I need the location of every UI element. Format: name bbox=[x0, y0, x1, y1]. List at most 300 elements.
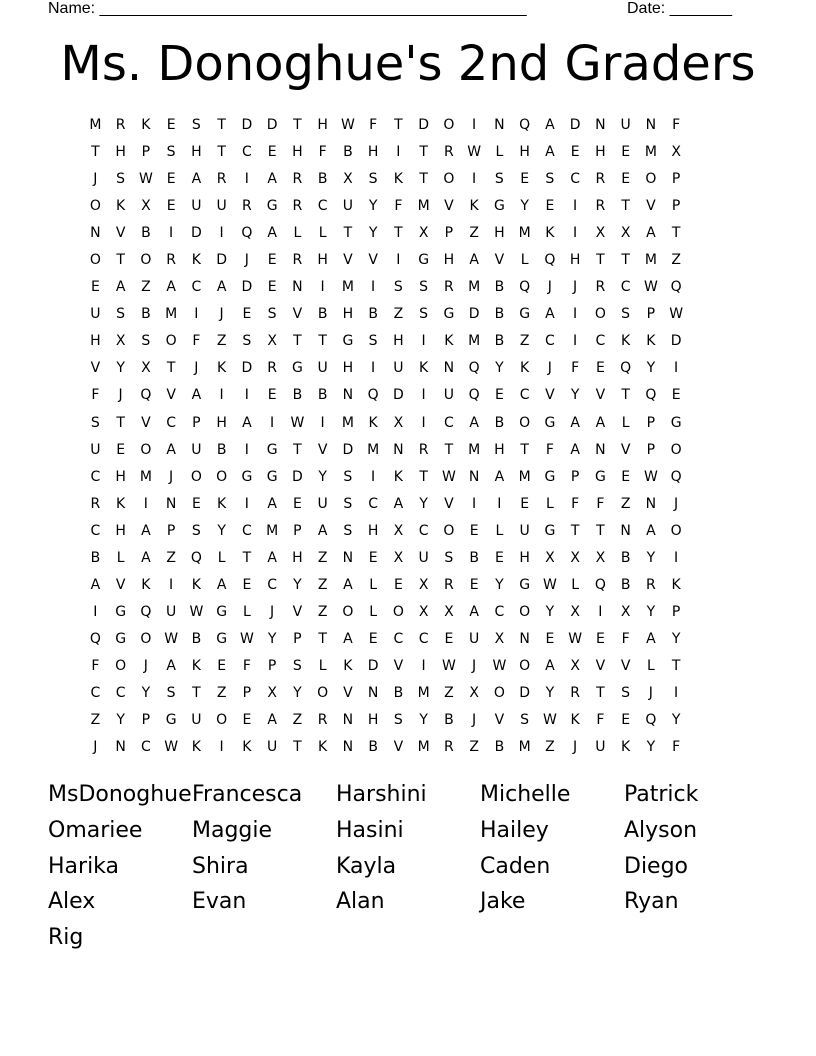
grid-letter: I bbox=[674, 360, 679, 377]
grid-letter: X bbox=[671, 144, 682, 161]
grid-letter: Y bbox=[520, 198, 530, 215]
grid-letter: E bbox=[393, 576, 404, 593]
grid-letter: L bbox=[369, 576, 378, 593]
grid-letter: S bbox=[116, 306, 126, 323]
grid-letter: R bbox=[292, 198, 303, 215]
grid-letter: X bbox=[595, 549, 606, 566]
grid-letter: M bbox=[468, 279, 481, 296]
grid-letter: E bbox=[621, 468, 631, 485]
grid-letter: D bbox=[241, 360, 253, 377]
grid-letter: F bbox=[621, 630, 631, 647]
grid-letter: E bbox=[368, 630, 379, 647]
grid-letter: D bbox=[241, 117, 253, 133]
grid-letter: D bbox=[190, 225, 203, 242]
grid-letter: A bbox=[545, 657, 556, 674]
grid-letter: E bbox=[444, 630, 454, 647]
grid-letter: Y bbox=[116, 360, 126, 377]
grid-letter: T bbox=[217, 144, 227, 161]
grid-row bbox=[83, 413, 689, 440]
grid-letter: D bbox=[418, 117, 430, 133]
grid-letter: Q bbox=[468, 387, 481, 404]
grid-letter: A bbox=[267, 495, 278, 512]
grid-letter: W bbox=[467, 144, 482, 161]
grid-letter: C bbox=[494, 603, 505, 620]
grid-letter: W bbox=[290, 414, 305, 431]
grid-letter: T bbox=[419, 171, 429, 188]
grid-letter: E bbox=[368, 549, 379, 566]
grid-letter: S bbox=[166, 144, 177, 161]
grid-letter: N bbox=[494, 117, 506, 133]
grid-letter: G bbox=[443, 306, 455, 323]
grid-letter: V bbox=[646, 198, 657, 215]
grid-letter: C bbox=[191, 279, 202, 296]
grid-letter: C bbox=[544, 333, 556, 350]
grid-letter: O bbox=[317, 684, 329, 701]
grid-row bbox=[83, 385, 689, 412]
grid-letter: U bbox=[418, 549, 430, 566]
grid-letter: X bbox=[570, 657, 581, 674]
grid-letter: M bbox=[89, 117, 102, 133]
grid-letter: V bbox=[393, 739, 404, 756]
grid-letter: K bbox=[393, 171, 404, 188]
grid-letter: Z bbox=[317, 549, 328, 566]
grid-letter: H bbox=[342, 360, 354, 377]
grid-letter: V bbox=[141, 414, 152, 431]
grid-letter: R bbox=[317, 712, 328, 729]
grid-letter: P bbox=[141, 144, 151, 161]
grid-letter: O bbox=[190, 468, 203, 485]
grid-letter: A bbox=[90, 576, 101, 593]
grid-letter: G bbox=[291, 360, 304, 377]
grid-letter: H bbox=[115, 468, 127, 485]
grid-letter: W bbox=[441, 468, 457, 485]
word-list-item: Harshini bbox=[336, 782, 427, 807]
grid-letter: Y bbox=[646, 549, 656, 566]
grid-letter: Y bbox=[545, 603, 555, 620]
grid-letter: E bbox=[292, 495, 303, 512]
grid-letter: T bbox=[570, 522, 580, 539]
grid-letter: S bbox=[90, 414, 101, 431]
grid-letter: W bbox=[542, 576, 558, 593]
grid-letter: E bbox=[191, 495, 202, 512]
grid-letter: N bbox=[165, 495, 177, 512]
grid-letter: V bbox=[292, 306, 303, 323]
grid-letter: P bbox=[444, 225, 454, 242]
grid-letter: X bbox=[620, 603, 631, 620]
grid-letter: G bbox=[418, 252, 430, 269]
grid-letter: R bbox=[418, 441, 429, 458]
grid-letter: K bbox=[217, 495, 227, 512]
grid-letter: B bbox=[494, 333, 505, 350]
grid-letter: H bbox=[90, 333, 102, 350]
grid-letter: I bbox=[421, 387, 427, 404]
grid-letter: B bbox=[393, 684, 404, 701]
grid-letter: A bbox=[191, 171, 202, 188]
grid-letter: T bbox=[293, 333, 303, 350]
grid-letter: B bbox=[368, 306, 379, 323]
grid-letter: B bbox=[620, 576, 631, 593]
grid-letter: P bbox=[570, 468, 580, 485]
grid-letter: I bbox=[573, 225, 578, 242]
grid-letter: D bbox=[392, 387, 405, 404]
grid-letter: A bbox=[267, 549, 278, 566]
grid-letter: T bbox=[596, 252, 606, 269]
grid-letter: T bbox=[116, 252, 126, 269]
grid-letter: E bbox=[116, 441, 126, 458]
grid-letter: S bbox=[141, 333, 151, 350]
grid-letter: E bbox=[671, 387, 682, 404]
grid-letter: T bbox=[621, 198, 631, 215]
grid-letter: D bbox=[216, 252, 228, 269]
word-list-item: Alyson bbox=[624, 817, 698, 843]
grid-letter: I bbox=[573, 306, 578, 323]
grid-letter: O bbox=[443, 522, 455, 539]
grid-letter: Z bbox=[393, 306, 404, 323]
grid-letter: K bbox=[191, 739, 202, 756]
grid-letter: I bbox=[219, 387, 225, 404]
grid-letter: R bbox=[646, 576, 657, 593]
grid-letter: A bbox=[317, 522, 328, 539]
grid-letter: C bbox=[90, 684, 101, 701]
grid-letter: S bbox=[621, 306, 631, 323]
grid-letter: B bbox=[317, 171, 328, 188]
grid-letter: M bbox=[518, 739, 532, 756]
grid-letter: Y bbox=[646, 739, 656, 756]
grid-letter: X bbox=[141, 360, 152, 377]
grid-letter: Y bbox=[545, 684, 555, 701]
grid-letter: I bbox=[598, 603, 603, 620]
grid-letter: N bbox=[620, 522, 632, 539]
grid-letter: O bbox=[443, 117, 455, 133]
grid-letter: D bbox=[670, 333, 683, 350]
grid-letter: E bbox=[267, 279, 278, 296]
grid-letter: K bbox=[318, 739, 328, 756]
grid-letter: C bbox=[393, 630, 404, 647]
grid-letter: G bbox=[266, 198, 279, 215]
grid-letter: F bbox=[571, 360, 580, 377]
grid-letter: F bbox=[91, 387, 100, 404]
grid-letter: F bbox=[394, 198, 403, 215]
grid-letter: Y bbox=[570, 387, 580, 404]
grid-letter: X bbox=[444, 603, 455, 620]
grid-letter: A bbox=[267, 225, 278, 242]
grid-letter: V bbox=[620, 657, 631, 674]
grid-letter: Y bbox=[368, 225, 378, 242]
grid-row bbox=[83, 304, 689, 331]
grid-letter: R bbox=[292, 171, 303, 188]
grid-letter: A bbox=[141, 549, 152, 566]
grid-letter: C bbox=[620, 279, 632, 296]
grid-letter: L bbox=[646, 657, 656, 674]
grid-letter: X bbox=[595, 225, 606, 242]
grid-letter: I bbox=[320, 279, 326, 296]
grid-letter: T bbox=[419, 144, 429, 161]
grid-letter: O bbox=[493, 684, 506, 701]
grid-letter: L bbox=[571, 576, 580, 593]
grid-letter: S bbox=[116, 171, 126, 188]
grid-letter: O bbox=[670, 522, 683, 539]
grid-letter: A bbox=[545, 306, 556, 323]
grid-letter: W bbox=[441, 657, 457, 674]
grid-letter: J bbox=[547, 279, 553, 296]
grid-letter: Y bbox=[217, 522, 227, 539]
grid-letter: X bbox=[545, 549, 556, 566]
grid-letter: E bbox=[267, 252, 278, 269]
grid-letter: Y bbox=[267, 630, 277, 647]
grid-letter: G bbox=[342, 333, 354, 350]
grid-letter: U bbox=[216, 198, 228, 215]
grid-letter: Y bbox=[671, 712, 681, 729]
grid-letter: T bbox=[444, 441, 454, 458]
word-list-item: Kayla bbox=[336, 853, 397, 879]
grid-letter: G bbox=[544, 522, 556, 539]
grid-letter: S bbox=[444, 549, 454, 566]
grid-letter: K bbox=[191, 576, 202, 593]
grid-letter: O bbox=[519, 603, 531, 620]
grid-letter: H bbox=[216, 414, 228, 431]
grid-letter: R bbox=[115, 117, 126, 133]
grid-letter: K bbox=[217, 360, 227, 377]
grid-letter: Z bbox=[166, 549, 177, 566]
grid-letter: R bbox=[444, 576, 455, 593]
grid-letter: N bbox=[645, 495, 657, 512]
grid-letter: M bbox=[266, 522, 279, 539]
word-list-item: Maggie bbox=[192, 817, 273, 843]
grid-letter: S bbox=[393, 279, 404, 296]
grid-letter: L bbox=[495, 522, 504, 539]
grid-letter: X bbox=[418, 603, 429, 620]
grid-letter: K bbox=[141, 576, 151, 593]
grid-letter: N bbox=[519, 630, 531, 647]
grid-letter: Y bbox=[318, 468, 328, 485]
word-list-item: Michelle bbox=[480, 782, 571, 807]
grid-letter: T bbox=[520, 441, 530, 458]
grid-letter: L bbox=[520, 252, 530, 269]
grid-letter: I bbox=[244, 495, 250, 512]
grid-letter: F bbox=[571, 495, 580, 512]
grid-letter: Z bbox=[90, 712, 101, 729]
grid-letter: V bbox=[343, 252, 354, 269]
grid-letter: S bbox=[292, 657, 303, 674]
grid-letter: Q bbox=[620, 360, 632, 377]
grid-letter: M bbox=[367, 441, 380, 458]
grid-letter: S bbox=[267, 306, 278, 323]
grid-letter: X bbox=[343, 171, 354, 188]
grid-letter: X bbox=[418, 225, 429, 242]
grid-letter: A bbox=[646, 630, 657, 647]
grid-letter: A bbox=[166, 441, 177, 458]
grid-letter: F bbox=[91, 657, 100, 674]
grid-letter: W bbox=[568, 630, 583, 647]
grid-letter: W bbox=[492, 657, 507, 674]
grid-letter: N bbox=[443, 360, 455, 377]
grid-letter: H bbox=[569, 252, 581, 269]
grid-letter: J bbox=[648, 684, 654, 701]
grid-letter: I bbox=[219, 739, 225, 756]
grid-letter: E bbox=[494, 387, 505, 404]
grid-letter: Q bbox=[468, 360, 481, 377]
grid-letter: G bbox=[216, 630, 228, 647]
grid-letter: L bbox=[621, 414, 631, 431]
grid-letter: N bbox=[468, 468, 480, 485]
grid-letter: O bbox=[140, 252, 152, 269]
grid-letter: T bbox=[293, 739, 303, 756]
grid-letter: U bbox=[443, 387, 455, 404]
grid-letter: E bbox=[166, 117, 177, 133]
grid-letter: L bbox=[495, 144, 504, 161]
grid-letter: O bbox=[392, 603, 405, 620]
word-list-item: Hasini bbox=[336, 817, 404, 843]
grid-letter: I bbox=[219, 225, 225, 242]
grid-letter: A bbox=[469, 252, 480, 269]
grid-letter: T bbox=[318, 333, 328, 350]
grid-letter: R bbox=[216, 171, 227, 188]
grid-letter: Q bbox=[241, 225, 253, 242]
grid-letter: B bbox=[141, 225, 152, 242]
grid-letter: N bbox=[367, 684, 379, 701]
grid-letter: I bbox=[371, 468, 376, 485]
grid-row bbox=[83, 494, 689, 521]
grid-row bbox=[83, 521, 689, 548]
grid-row bbox=[83, 358, 689, 385]
grid-letter: M bbox=[468, 441, 481, 458]
grid-letter: V bbox=[368, 252, 379, 269]
grid-letter: K bbox=[570, 712, 581, 729]
grid-letter: J bbox=[674, 495, 679, 512]
grid-letter: S bbox=[343, 522, 353, 539]
grid-letter: A bbox=[343, 630, 354, 647]
grid-letter: A bbox=[494, 468, 505, 485]
word-list-item: Alan bbox=[336, 889, 385, 915]
grid-letter: M bbox=[417, 198, 431, 215]
grid-letter: A bbox=[115, 279, 126, 296]
grid-letter: I bbox=[93, 603, 98, 620]
grid-row bbox=[83, 575, 689, 602]
grid-letter: P bbox=[192, 414, 202, 431]
grid-letter: M bbox=[417, 739, 431, 756]
grid-letter: W bbox=[138, 171, 154, 188]
grid-letter: D bbox=[569, 117, 582, 133]
grid-letter: C bbox=[368, 495, 379, 512]
grid-letter: K bbox=[116, 495, 126, 512]
grid-letter: E bbox=[494, 549, 505, 566]
grid-letter: T bbox=[192, 684, 202, 701]
grid-letter: V bbox=[115, 225, 126, 242]
grid-letter: J bbox=[573, 279, 578, 296]
grid-letter: R bbox=[444, 144, 455, 161]
grid-letter: I bbox=[320, 414, 326, 431]
grid-letter: F bbox=[242, 657, 252, 674]
grid-letter: T bbox=[596, 684, 606, 701]
grid-letter: I bbox=[371, 279, 376, 296]
grid-letter: I bbox=[421, 657, 427, 674]
grid-letter: M bbox=[644, 144, 658, 161]
grid-letter: N bbox=[342, 712, 354, 729]
grid-letter: B bbox=[191, 630, 202, 647]
grid-letter: E bbox=[267, 387, 278, 404]
grid-letter: X bbox=[115, 333, 126, 350]
grid-letter: B bbox=[317, 306, 328, 323]
grid-letter: L bbox=[293, 225, 302, 242]
grid-letter: I bbox=[169, 576, 174, 593]
grid-letter: Z bbox=[317, 603, 328, 620]
grid-row bbox=[83, 467, 689, 494]
grid-letter: Q bbox=[367, 387, 380, 404]
grid-letter: S bbox=[545, 171, 555, 188]
grid-letter: C bbox=[418, 522, 430, 539]
grid-letter: Y bbox=[293, 576, 303, 593]
grid-letter: C bbox=[241, 144, 253, 161]
grid-letter: T bbox=[293, 117, 303, 133]
grid-letter: H bbox=[292, 144, 304, 161]
grid-letter: O bbox=[342, 603, 354, 620]
grid-letter: X bbox=[620, 225, 631, 242]
grid-row bbox=[83, 223, 689, 250]
grid-row bbox=[83, 602, 689, 629]
grid-letter: H bbox=[191, 144, 203, 161]
grid-letter: S bbox=[343, 495, 353, 512]
header bbox=[48, 0, 748, 18]
grid-letter: E bbox=[520, 171, 530, 188]
grid-letter: K bbox=[469, 198, 480, 215]
grid-letter: X bbox=[393, 549, 404, 566]
grid-letter: N bbox=[393, 441, 405, 458]
grid-letter: P bbox=[646, 414, 656, 431]
grid-letter: E bbox=[242, 306, 252, 323]
grid-letter: D bbox=[519, 684, 531, 701]
grid-letter: N bbox=[115, 739, 127, 756]
grid-letter: C bbox=[443, 414, 455, 431]
grid-letter: Y bbox=[495, 360, 505, 377]
grid-letter: E bbox=[621, 171, 631, 188]
grid-letter: W bbox=[643, 279, 659, 296]
page-title: Ms. Donoghue's 2nd Graders bbox=[60, 36, 756, 92]
grid-letter: V bbox=[90, 360, 101, 377]
grid-letter: I bbox=[472, 171, 477, 188]
grid-letter: N bbox=[645, 117, 657, 133]
grid-letter: N bbox=[342, 739, 354, 756]
grid-letter: Z bbox=[216, 684, 227, 701]
grid-letter: Q bbox=[645, 712, 657, 729]
grid-letter: G bbox=[216, 603, 228, 620]
grid-letter: A bbox=[242, 414, 253, 431]
grid-letter: H bbox=[494, 225, 506, 242]
grid-letter: N bbox=[595, 441, 607, 458]
grid-letter: U bbox=[191, 712, 202, 729]
grid-letter: U bbox=[191, 441, 202, 458]
grid-letter: T bbox=[394, 225, 404, 242]
grid-letter: A bbox=[267, 171, 278, 188]
grid-letter: B bbox=[469, 549, 480, 566]
grid-letter: Z bbox=[545, 739, 556, 756]
grid-letter: Z bbox=[469, 739, 480, 756]
grid-letter: J bbox=[194, 360, 199, 377]
grid-letter: K bbox=[393, 468, 404, 485]
grid-letter: Z bbox=[469, 225, 480, 242]
grid-row bbox=[83, 331, 689, 358]
grid-letter: J bbox=[93, 171, 98, 188]
grid-letter: K bbox=[116, 198, 126, 215]
grid-letter: Y bbox=[141, 684, 151, 701]
grid-letter: J bbox=[219, 306, 225, 323]
grid-letter: O bbox=[216, 468, 228, 485]
grid-letter: E bbox=[267, 144, 278, 161]
grid-letter: A bbox=[166, 279, 177, 296]
grid-letter: C bbox=[519, 387, 531, 404]
grid-letter: A bbox=[595, 414, 606, 431]
grid-letter: O bbox=[594, 306, 607, 323]
grid-letter: M bbox=[341, 414, 355, 431]
